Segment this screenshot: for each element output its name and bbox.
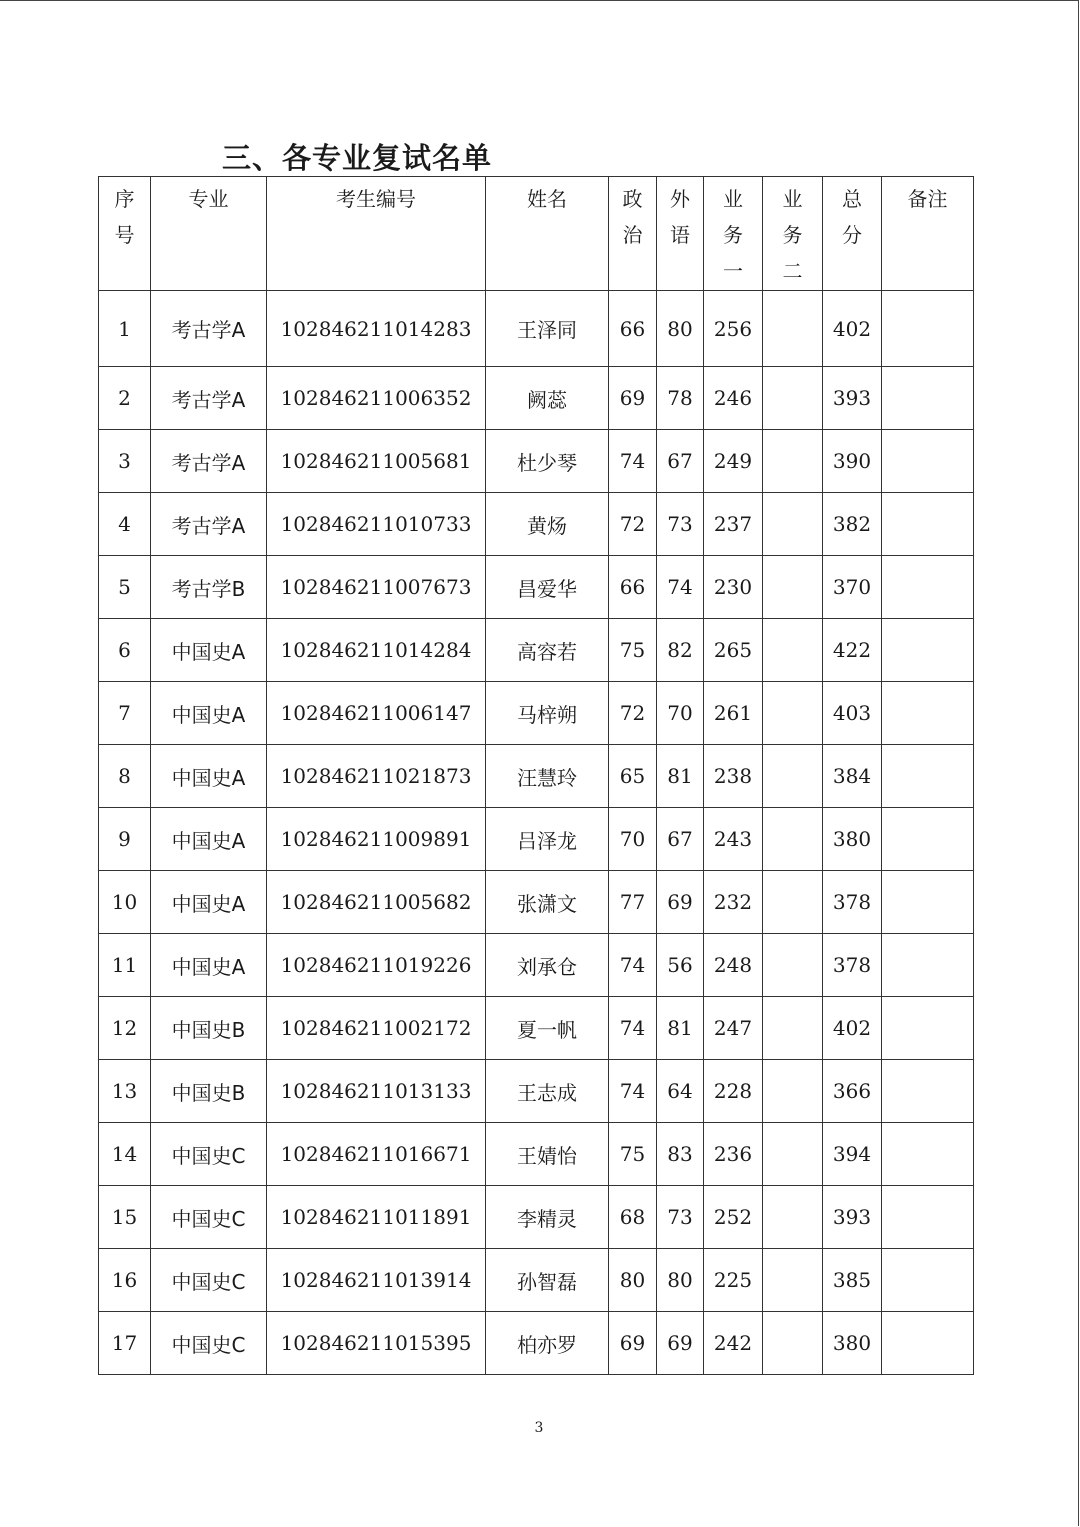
table-row [99,619,974,682]
cell-foreign-language: 78 [657,367,704,430]
cell-subject-two [763,430,823,493]
table-row [99,367,974,430]
cell-total: 370 [823,556,882,619]
cell-politics: 70 [609,808,657,871]
cell-subject-one: 249 [704,430,763,493]
cell-politics: 77 [609,871,657,934]
section-title: 三、各专业复试名单 [222,141,493,175]
header-foreign-language: 外语 [657,177,704,291]
cell-subject-one: 238 [704,745,763,808]
cell-total: 422 [823,619,882,682]
cell-politics: 74 [609,1060,657,1123]
cell-total: 384 [823,745,882,808]
cell-exam-id: 102846211013133 [267,1060,486,1123]
cell-foreign-language: 73 [657,493,704,556]
cell-name: 高容若 [486,619,609,682]
cell-name: 昌爱华 [486,556,609,619]
cell-politics: 74 [609,934,657,997]
cell-name: 王婧怡 [486,1123,609,1186]
cell-name: 刘承仓 [486,934,609,997]
cell-subject-two [763,808,823,871]
cell-name: 柏亦罗 [486,1312,609,1375]
cell-foreign-language: 74 [657,556,704,619]
header-total: 总分 [823,177,882,291]
cell-politics: 68 [609,1186,657,1249]
cell-name: 李精灵 [486,1186,609,1249]
cell-total: 393 [823,367,882,430]
cell-name: 孙智磊 [486,1249,609,1312]
cell-remarks [882,291,974,367]
cell-index: 8 [99,745,151,808]
cell-subject-one: 252 [704,1186,763,1249]
cell-index: 9 [99,808,151,871]
table-row [99,1312,974,1375]
cell-subject-two [763,619,823,682]
cell-remarks [882,1249,974,1312]
cell-major: 考古学A [151,291,267,367]
cell-index: 7 [99,682,151,745]
cell-total: 382 [823,493,882,556]
cell-index: 15 [99,1186,151,1249]
cell-total: 393 [823,1186,882,1249]
cell-subject-two [763,367,823,430]
cell-subject-two [763,1123,823,1186]
header-index: 序号 [99,177,151,291]
cell-total: 366 [823,1060,882,1123]
cell-subject-one: 237 [704,493,763,556]
cell-exam-id: 102846211015395 [267,1312,486,1375]
table-row [99,745,974,808]
cell-subject-one: 247 [704,997,763,1060]
cell-major: 考古学A [151,367,267,430]
cell-subject-one: 236 [704,1123,763,1186]
cell-foreign-language: 83 [657,1123,704,1186]
cell-major: 中国史B [151,997,267,1060]
cell-total: 390 [823,430,882,493]
cell-foreign-language: 67 [657,430,704,493]
cell-exam-id: 102846211006147 [267,682,486,745]
table-header [99,177,974,291]
cell-exam-id: 102846211009891 [267,808,486,871]
cell-subject-two [763,1249,823,1312]
cell-index: 13 [99,1060,151,1123]
cell-remarks [882,682,974,745]
cell-remarks [882,493,974,556]
cell-politics: 74 [609,430,657,493]
cell-subject-two [763,745,823,808]
cell-subject-one: 225 [704,1249,763,1312]
cell-politics: 69 [609,367,657,430]
cell-exam-id: 102846211011891 [267,1186,486,1249]
header-subject-one: 业务一 [704,177,763,291]
cell-foreign-language: 80 [657,1249,704,1312]
cell-name: 夏一帆 [486,997,609,1060]
cell-major: 中国史B [151,1060,267,1123]
cell-name: 黄炀 [486,493,609,556]
cell-exam-id: 102846211013914 [267,1249,486,1312]
header-remarks: 备注 [882,177,974,291]
cell-remarks [882,997,974,1060]
cell-major: 中国史C [151,1249,267,1312]
cell-name: 张潇文 [486,871,609,934]
cell-politics: 69 [609,1312,657,1375]
table-row [99,682,974,745]
cell-foreign-language: 81 [657,997,704,1060]
cell-politics: 65 [609,745,657,808]
cell-exam-id: 102846211007673 [267,556,486,619]
cell-foreign-language: 80 [657,291,704,367]
cell-index: 14 [99,1123,151,1186]
cell-major: 中国史A [151,871,267,934]
header-subject-two: 业务二 [763,177,823,291]
cell-remarks [882,808,974,871]
cell-subject-two [763,556,823,619]
cell-subject-two [763,682,823,745]
cell-foreign-language: 69 [657,1312,704,1375]
cell-foreign-language: 56 [657,934,704,997]
cell-index: 2 [99,367,151,430]
cell-total: 380 [823,1312,882,1375]
cell-name: 汪慧玲 [486,745,609,808]
cell-index: 4 [99,493,151,556]
cell-politics: 74 [609,997,657,1060]
cell-major: 中国史A [151,682,267,745]
cell-subject-two [763,1060,823,1123]
cell-foreign-language: 73 [657,1186,704,1249]
cell-total: 402 [823,997,882,1060]
cell-exam-id: 102846211005681 [267,430,486,493]
cell-index: 6 [99,619,151,682]
cell-politics: 75 [609,1123,657,1186]
cell-major: 考古学B [151,556,267,619]
cell-remarks [882,1312,974,1375]
cell-foreign-language: 69 [657,871,704,934]
cell-total: 385 [823,1249,882,1312]
cell-subject-two [763,493,823,556]
cell-name: 马梓朔 [486,682,609,745]
cell-politics: 72 [609,682,657,745]
cell-subject-two [763,871,823,934]
table-row [99,934,974,997]
table-row [99,493,974,556]
cell-subject-one: 261 [704,682,763,745]
cell-remarks [882,1060,974,1123]
cell-major: 中国史C [151,1186,267,1249]
cell-remarks [882,556,974,619]
cell-foreign-language: 82 [657,619,704,682]
cell-remarks [882,934,974,997]
cell-subject-two [763,997,823,1060]
table-row [99,1123,974,1186]
cell-subject-two [763,934,823,997]
cell-major: 中国史C [151,1123,267,1186]
cell-exam-id: 102846211010733 [267,493,486,556]
table-row [99,1060,974,1123]
cell-total: 378 [823,871,882,934]
cell-total: 403 [823,682,882,745]
cell-name: 阙蕊 [486,367,609,430]
retest-roster-table [98,176,974,1375]
cell-foreign-language: 81 [657,745,704,808]
cell-total: 380 [823,808,882,871]
table-row [99,871,974,934]
table-row [99,1186,974,1249]
cell-remarks [882,745,974,808]
cell-total: 378 [823,934,882,997]
cell-exam-id: 102846211006352 [267,367,486,430]
cell-politics: 80 [609,1249,657,1312]
cell-subject-two [763,1186,823,1249]
cell-name: 王志成 [486,1060,609,1123]
cell-major: 中国史A [151,619,267,682]
cell-subject-one: 228 [704,1060,763,1123]
cell-subject-one: 265 [704,619,763,682]
cell-exam-id: 102846211021873 [267,745,486,808]
header-name: 姓名 [486,177,609,291]
cell-remarks [882,1186,974,1249]
cell-subject-one: 246 [704,367,763,430]
cell-index: 5 [99,556,151,619]
cell-name: 吕泽龙 [486,808,609,871]
cell-subject-one: 248 [704,934,763,997]
cell-foreign-language: 70 [657,682,704,745]
cell-exam-id: 102846211002172 [267,997,486,1060]
cell-major: 中国史C [151,1312,267,1375]
table-row [99,430,974,493]
table-body [99,291,974,1375]
table-row [99,997,974,1060]
header-major: 专业 [151,177,267,291]
table-row [99,808,974,871]
header-row [99,177,974,291]
cell-foreign-language: 64 [657,1060,704,1123]
cell-remarks [882,1123,974,1186]
cell-subject-one: 230 [704,556,763,619]
cell-politics: 66 [609,556,657,619]
cell-index: 12 [99,997,151,1060]
cell-major: 考古学A [151,430,267,493]
cell-exam-id: 102846211014284 [267,619,486,682]
cell-major: 中国史A [151,745,267,808]
cell-major: 中国史A [151,934,267,997]
cell-foreign-language: 67 [657,808,704,871]
cell-exam-id: 102846211019226 [267,934,486,997]
cell-index: 11 [99,934,151,997]
cell-exam-id: 102846211016671 [267,1123,486,1186]
cell-major: 中国史A [151,808,267,871]
cell-remarks [882,430,974,493]
header-politics: 政治 [609,177,657,291]
table-row [99,556,974,619]
cell-index: 1 [99,291,151,367]
cell-index: 16 [99,1249,151,1312]
cell-index: 10 [99,871,151,934]
header-exam-id: 考生编号 [267,177,486,291]
cell-total: 394 [823,1123,882,1186]
cell-remarks [882,367,974,430]
cell-subject-one: 256 [704,291,763,367]
cell-remarks [882,619,974,682]
cell-index: 3 [99,430,151,493]
table-row [99,291,974,367]
cell-subject-one: 242 [704,1312,763,1375]
cell-subject-one: 243 [704,808,763,871]
cell-subject-two [763,291,823,367]
cell-index: 17 [99,1312,151,1375]
cell-subject-one: 232 [704,871,763,934]
cell-major: 考古学A [151,493,267,556]
table-row [99,1249,974,1312]
cell-politics: 66 [609,291,657,367]
cell-name: 杜少琴 [486,430,609,493]
page-number: 3 [534,1420,544,1436]
cell-politics: 75 [609,619,657,682]
cell-total: 402 [823,291,882,367]
cell-name: 王泽同 [486,291,609,367]
cell-remarks [882,871,974,934]
cell-politics: 72 [609,493,657,556]
cell-subject-two [763,1312,823,1375]
cell-exam-id: 102846211014283 [267,291,486,367]
cell-exam-id: 102846211005682 [267,871,486,934]
